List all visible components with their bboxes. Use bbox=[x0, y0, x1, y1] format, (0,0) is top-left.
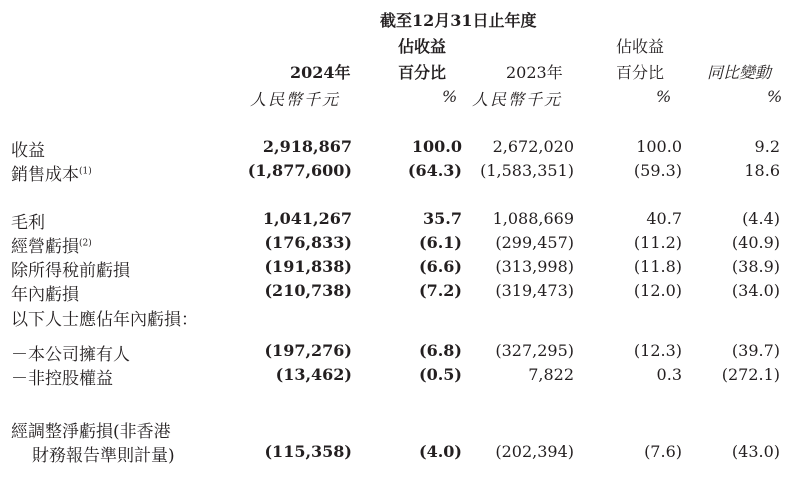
yoy-change: (34.0) bbox=[731, 281, 780, 300]
pct-2024: (7.2) bbox=[419, 281, 462, 300]
value-2024: (210,738) bbox=[264, 281, 352, 300]
pct-2023: % bbox=[656, 87, 672, 106]
yoy-change: 18.6 bbox=[744, 161, 780, 180]
row-label: 收益 bbox=[11, 141, 45, 161]
row-label: 年內虧損 bbox=[11, 285, 79, 305]
value-2023: 2,672,020 bbox=[492, 137, 574, 156]
value-2024: (191,838) bbox=[264, 257, 352, 276]
row-label: 以下人士應佔年內虧損： bbox=[11, 310, 198, 330]
year-2023-heading: 2023年 bbox=[506, 63, 563, 82]
yoy-change: (43.0) bbox=[731, 442, 780, 461]
pct-2024: (0.5) bbox=[419, 365, 462, 384]
pct-2023: (12.3) bbox=[633, 341, 682, 360]
pct-2023: (11.2) bbox=[633, 233, 682, 252]
value-2024: (176,833) bbox=[264, 233, 352, 252]
pct-2024: (64.3) bbox=[407, 161, 462, 180]
pct-2023: (12.0) bbox=[633, 281, 682, 300]
value-2024: 1,041,267 bbox=[262, 209, 352, 228]
unit-2023: 人民幣千元 bbox=[472, 90, 563, 109]
pct-2023: 40.7 bbox=[646, 209, 682, 228]
value-2024: (115,358) bbox=[264, 442, 352, 461]
yoy-change: (272.1) bbox=[721, 365, 780, 384]
value-2023: 1,088,669 bbox=[492, 209, 574, 228]
unit-2024: 人民幣千元 bbox=[250, 90, 341, 109]
value-2023: (202,394) bbox=[495, 442, 574, 461]
pct-2024: (6.1) bbox=[419, 233, 462, 252]
pct-2024: 35.7 bbox=[423, 209, 462, 228]
yoy-heading: 同比變動 bbox=[707, 63, 772, 82]
row-label: 經調整淨虧損(非香港 bbox=[11, 422, 171, 442]
pct-2024: % bbox=[442, 87, 458, 106]
value-2023: (327,295) bbox=[495, 341, 574, 360]
pct-2023: (59.3) bbox=[633, 161, 682, 180]
revenue-pct-heading-2023-line1: 佔收益 bbox=[616, 37, 665, 56]
revenue-pct-heading-2024-line1: 佔收益 bbox=[398, 37, 447, 56]
year-2024-heading: 2024年 bbox=[290, 63, 351, 82]
revenue-pct-heading-2023-line2: 百分比 bbox=[616, 63, 665, 82]
yoy-change: (4.4) bbox=[742, 209, 780, 228]
value-2024: (13,462) bbox=[275, 365, 352, 384]
pct-2023: 0.3 bbox=[656, 365, 682, 384]
pct-2024: 100.0 bbox=[411, 137, 462, 156]
yoy-change: 9.2 bbox=[754, 137, 780, 156]
row-label: 毛利 bbox=[11, 213, 45, 233]
row-label: 銷售成本$^{(1)}$ bbox=[11, 165, 92, 185]
value-2023: (299,457) bbox=[495, 233, 574, 252]
revenue-pct-heading-2024-line2: 百分比 bbox=[398, 63, 447, 82]
pct-2024: (6.6) bbox=[419, 257, 462, 276]
row-label: －非控股權益 bbox=[11, 369, 113, 389]
period-heading: 截至12月31日止年度 bbox=[380, 11, 537, 30]
row-label: 除所得稅前虧損 bbox=[11, 261, 130, 281]
value-2023: (319,473) bbox=[495, 281, 574, 300]
value-2024: 2,918,867 bbox=[262, 137, 352, 156]
pct-2023: (7.6) bbox=[644, 442, 682, 461]
row-label: －本公司擁有人 bbox=[11, 345, 130, 365]
yoy-change: (40.9) bbox=[731, 233, 780, 252]
value-2023: (313,998) bbox=[495, 257, 574, 276]
value-2023: 7,822 bbox=[528, 365, 574, 384]
value-2024: (1,877,600) bbox=[247, 161, 352, 180]
pct-2024: (6.8) bbox=[419, 341, 462, 360]
pct-2023: 100.0 bbox=[636, 137, 682, 156]
yoy-change: (38.9) bbox=[731, 257, 780, 276]
yoy-change: (39.7) bbox=[731, 341, 780, 360]
pct-2024: (4.0) bbox=[419, 442, 462, 461]
row-label: 經營虧損$^{(2)}$ bbox=[11, 237, 92, 257]
pct-yoy: % bbox=[767, 87, 783, 106]
value-2024: (197,276) bbox=[264, 341, 352, 360]
pct-2023: (11.8) bbox=[633, 257, 682, 276]
row-label: 財務報告準則計量) bbox=[32, 446, 175, 466]
value-2023: (1,583,351) bbox=[480, 161, 574, 180]
